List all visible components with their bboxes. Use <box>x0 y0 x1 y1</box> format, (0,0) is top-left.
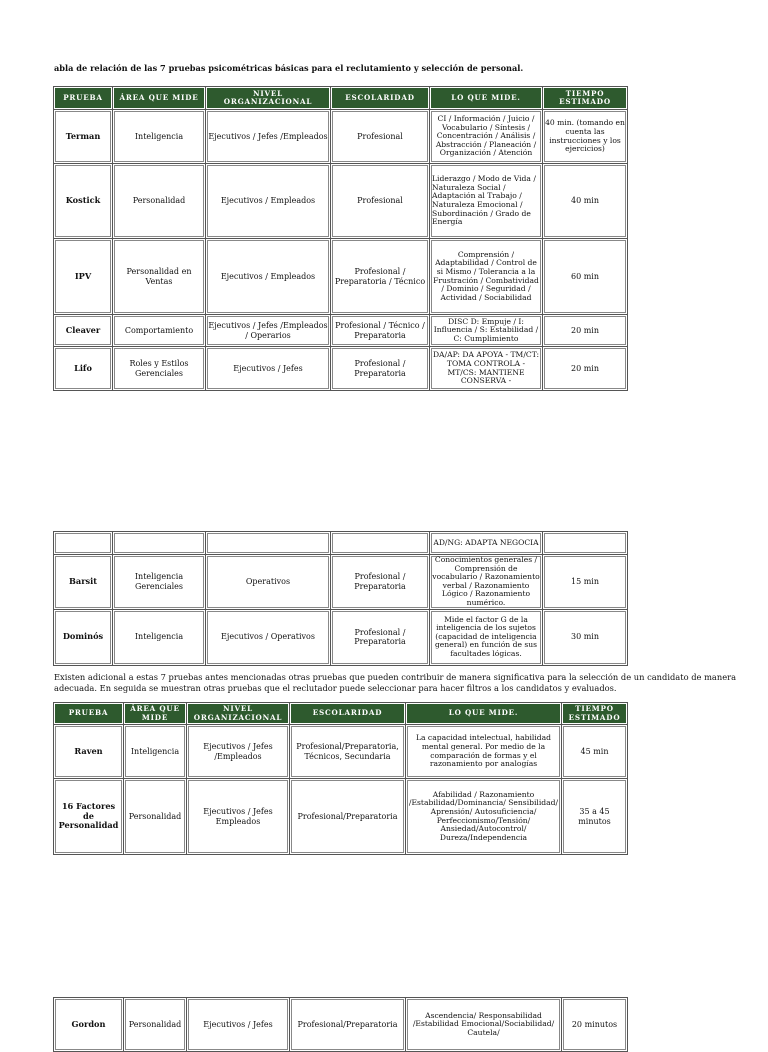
cell-nivel: Ejecutivos / Jefes <box>187 998 290 1052</box>
cell-mide: Conocimientos generales / Comprensión de vocabulario / Razonamiento verbal / Razonamiento Lógico / Razonamiento numérico. <box>430 555 543 610</box>
table-row <box>54 532 628 555</box>
table-row <box>54 779 628 855</box>
cell-tiempo: 40 min <box>543 164 628 239</box>
cell-tiempo: 15 min <box>543 555 628 610</box>
cell-prueba <box>54 532 113 555</box>
cell-escolaridad: Profesional/Preparatoria <box>290 998 406 1052</box>
header-tiempo: TIEMPO ESTIMADO <box>543 87 628 110</box>
cell-prueba: 16 Factores de Personalidad <box>54 779 124 855</box>
table-row <box>54 347 628 391</box>
additional-tests-paragraph: Existen adicional a estas 7 pruebas antes mencionadas otras pruebas que pueden contribuir de manera significativa para la selección de un candidato de manera adecuada. En seguida se muestran otras pruebas que el reclutador puede seleccionar para hacer filtros a los candidatos y evaluados. <box>54 672 737 693</box>
cell-nivel: Operativos <box>206 555 331 610</box>
cell-nivel: Ejecutivos / Jefes /Empleados / Operarios <box>206 315 331 347</box>
cell-escolaridad <box>331 532 430 555</box>
header-nivel: NIVEL ORGANIZACIONAL <box>206 87 331 110</box>
table-row <box>54 998 628 1052</box>
cell-prueba: Cleaver <box>54 315 113 347</box>
cell-mide: DISC D: Empuje / I: Influencia / S: Estabilidad / C: Cumplimiento <box>430 315 543 347</box>
cell-area: Roles y Estilos Gerenciales <box>113 347 206 391</box>
cell-escolaridad: Profesional <box>331 164 430 239</box>
header-prueba: PRUEBA <box>54 703 124 725</box>
table-row <box>54 315 628 347</box>
header-area: ÁREA QUE MIDE <box>113 87 206 110</box>
cell-prueba: Raven <box>54 725 124 779</box>
cell-area: Personalidad <box>124 998 187 1052</box>
header-area: ÁREA QUE MIDE <box>124 703 187 725</box>
cell-tiempo: 20 minutos <box>562 998 628 1052</box>
cell-mide: La capacidad intelectual, habilidad mental general. Por medio de la comparación de formas y el razonamiento por analogías <box>406 725 562 779</box>
table-row <box>54 609 628 665</box>
cell-nivel: Ejecutivos / Jefes Empleados <box>187 779 290 855</box>
cell-area: Comportamiento <box>113 315 206 347</box>
cell-tiempo: 20 min <box>543 347 628 391</box>
cell-nivel: Ejecutivos / Empleados <box>206 239 331 315</box>
table-row <box>54 164 628 239</box>
cell-prueba: Gordon <box>54 998 124 1052</box>
cell-mide: CI / Información / Juicio / Vocabulario / Síntesis / Concentración / Análisis / Abstracción / Planeación / Organización / Atención <box>430 110 543 164</box>
cell-prueba: Lifo <box>54 347 113 391</box>
cell-escolaridad: Profesional / Preparatoria <box>331 609 430 665</box>
cell-nivel: Ejecutivos / Jefes /Empleados <box>206 110 331 164</box>
cell-nivel <box>206 532 331 555</box>
cell-mide: Afabilidad / Razonamiento /Estabilidad/Dominancia/ Sensibilidad/ Aprensión/ Autosuficiencia/ Perfeccionismo/Tensión/ Ansiedad/Autocontrol/ Dureza/Independencia <box>406 779 562 855</box>
cell-tiempo: 60 min <box>543 239 628 315</box>
cell-mide: Comprensión / Adaptabilidad / Control de si Mismo / Tolerancia a la Frustración / Combatividad / Dominio / Seguridad / Actividad / Sociabilidad <box>430 239 543 315</box>
cell-escolaridad: Profesional / Preparatoria <box>331 555 430 610</box>
cell-prueba: Barsit <box>54 555 113 610</box>
table-row <box>54 110 628 164</box>
cell-mide: AD/NG: ADAPTA NEGOCIA <box>430 532 543 555</box>
cell-tiempo: 30 min <box>543 609 628 665</box>
cell-nivel: Ejecutivos / Operativos <box>206 609 331 665</box>
header-tiempo: TIEMPO ESTIMADO <box>562 703 628 725</box>
cell-area: Inteligencia <box>113 110 206 164</box>
psychometric-tests-table <box>53 86 628 391</box>
cell-tiempo: 35 a 45 minutos <box>562 779 628 855</box>
cell-escolaridad: Profesional / Preparatoria / Técnico <box>331 239 430 315</box>
cell-escolaridad: Profesional/Preparatoria, Técnicos, Secundaria <box>290 725 406 779</box>
cell-escolaridad: Profesional <box>331 110 430 164</box>
cell-nivel: Ejecutivos / Empleados <box>206 164 331 239</box>
psychometric-tests-table-continued <box>53 531 628 666</box>
cell-mide: Mide el factor G de la inteligencia de los sujetos (capacidad de inteligencia general) en función de sus facultades lógicas. <box>430 609 543 665</box>
cell-area: Inteligencia <box>113 609 206 665</box>
cell-prueba: Kostick <box>54 164 113 239</box>
header-mide: LO QUE MIDE. <box>406 703 562 725</box>
cell-area: Personalidad <box>113 164 206 239</box>
cell-area: Personalidad en Ventas <box>113 239 206 315</box>
table-row <box>54 239 628 315</box>
cell-tiempo: 45 min <box>562 725 628 779</box>
cell-area: Inteligencia <box>124 725 187 779</box>
cell-prueba: Dominós <box>54 609 113 665</box>
additional-tests-table <box>53 702 628 855</box>
cell-escolaridad: Profesional / Técnico / Preparatoria <box>331 315 430 347</box>
header-escolaridad: ESCOLARIDAD <box>290 703 406 725</box>
additional-tests-table-continued <box>53 997 628 1052</box>
cell-mide: Ascendencia/ Responsabilidad /Estabilidad Emocional/Sociabilidad/ Cautela/ <box>406 998 562 1052</box>
cell-mide: DA/AP: DA APOYA - TM/CT: TOMA CONTROLA - MT/CS: MANTIENE CONSERVA - <box>430 347 543 391</box>
cell-mide: Liderazgo / Modo de Vida / Naturaleza Social / Adaptación al Trabajo / Naturaleza Emocional / Subordinación / Grado de Energía <box>430 164 543 239</box>
header-escolaridad: ESCOLARIDAD <box>331 87 430 110</box>
cell-area <box>113 532 206 555</box>
cell-escolaridad: Profesional / Preparatoria <box>331 347 430 391</box>
table-row <box>54 555 628 610</box>
cell-nivel: Ejecutivos / Jefes <box>206 347 331 391</box>
cell-tiempo: 20 min <box>543 315 628 347</box>
table-row <box>54 725 628 779</box>
header-prueba: PRUEBA <box>54 87 113 110</box>
cell-prueba: IPV <box>54 239 113 315</box>
header-nivel: NIVEL ORGANIZACIONAL <box>187 703 290 725</box>
cell-nivel: Ejecutivos / Jefes /Empleados <box>187 725 290 779</box>
header-mide: LO QUE MIDE. <box>430 87 543 110</box>
cell-tiempo <box>543 532 628 555</box>
cell-area: Personalidad <box>124 779 187 855</box>
table-caption: abla de relación de las 7 pruebas psicométricas básicas para el reclutamiento y selección de personal. <box>54 63 524 73</box>
cell-escolaridad: Profesional/Preparatoria <box>290 779 406 855</box>
cell-prueba: Terman <box>54 110 113 164</box>
cell-area: Inteligencia Gerenciales <box>113 555 206 610</box>
cell-tiempo: 40 min. (tomando en cuenta las instrucciones y los ejercicios) <box>543 110 628 164</box>
